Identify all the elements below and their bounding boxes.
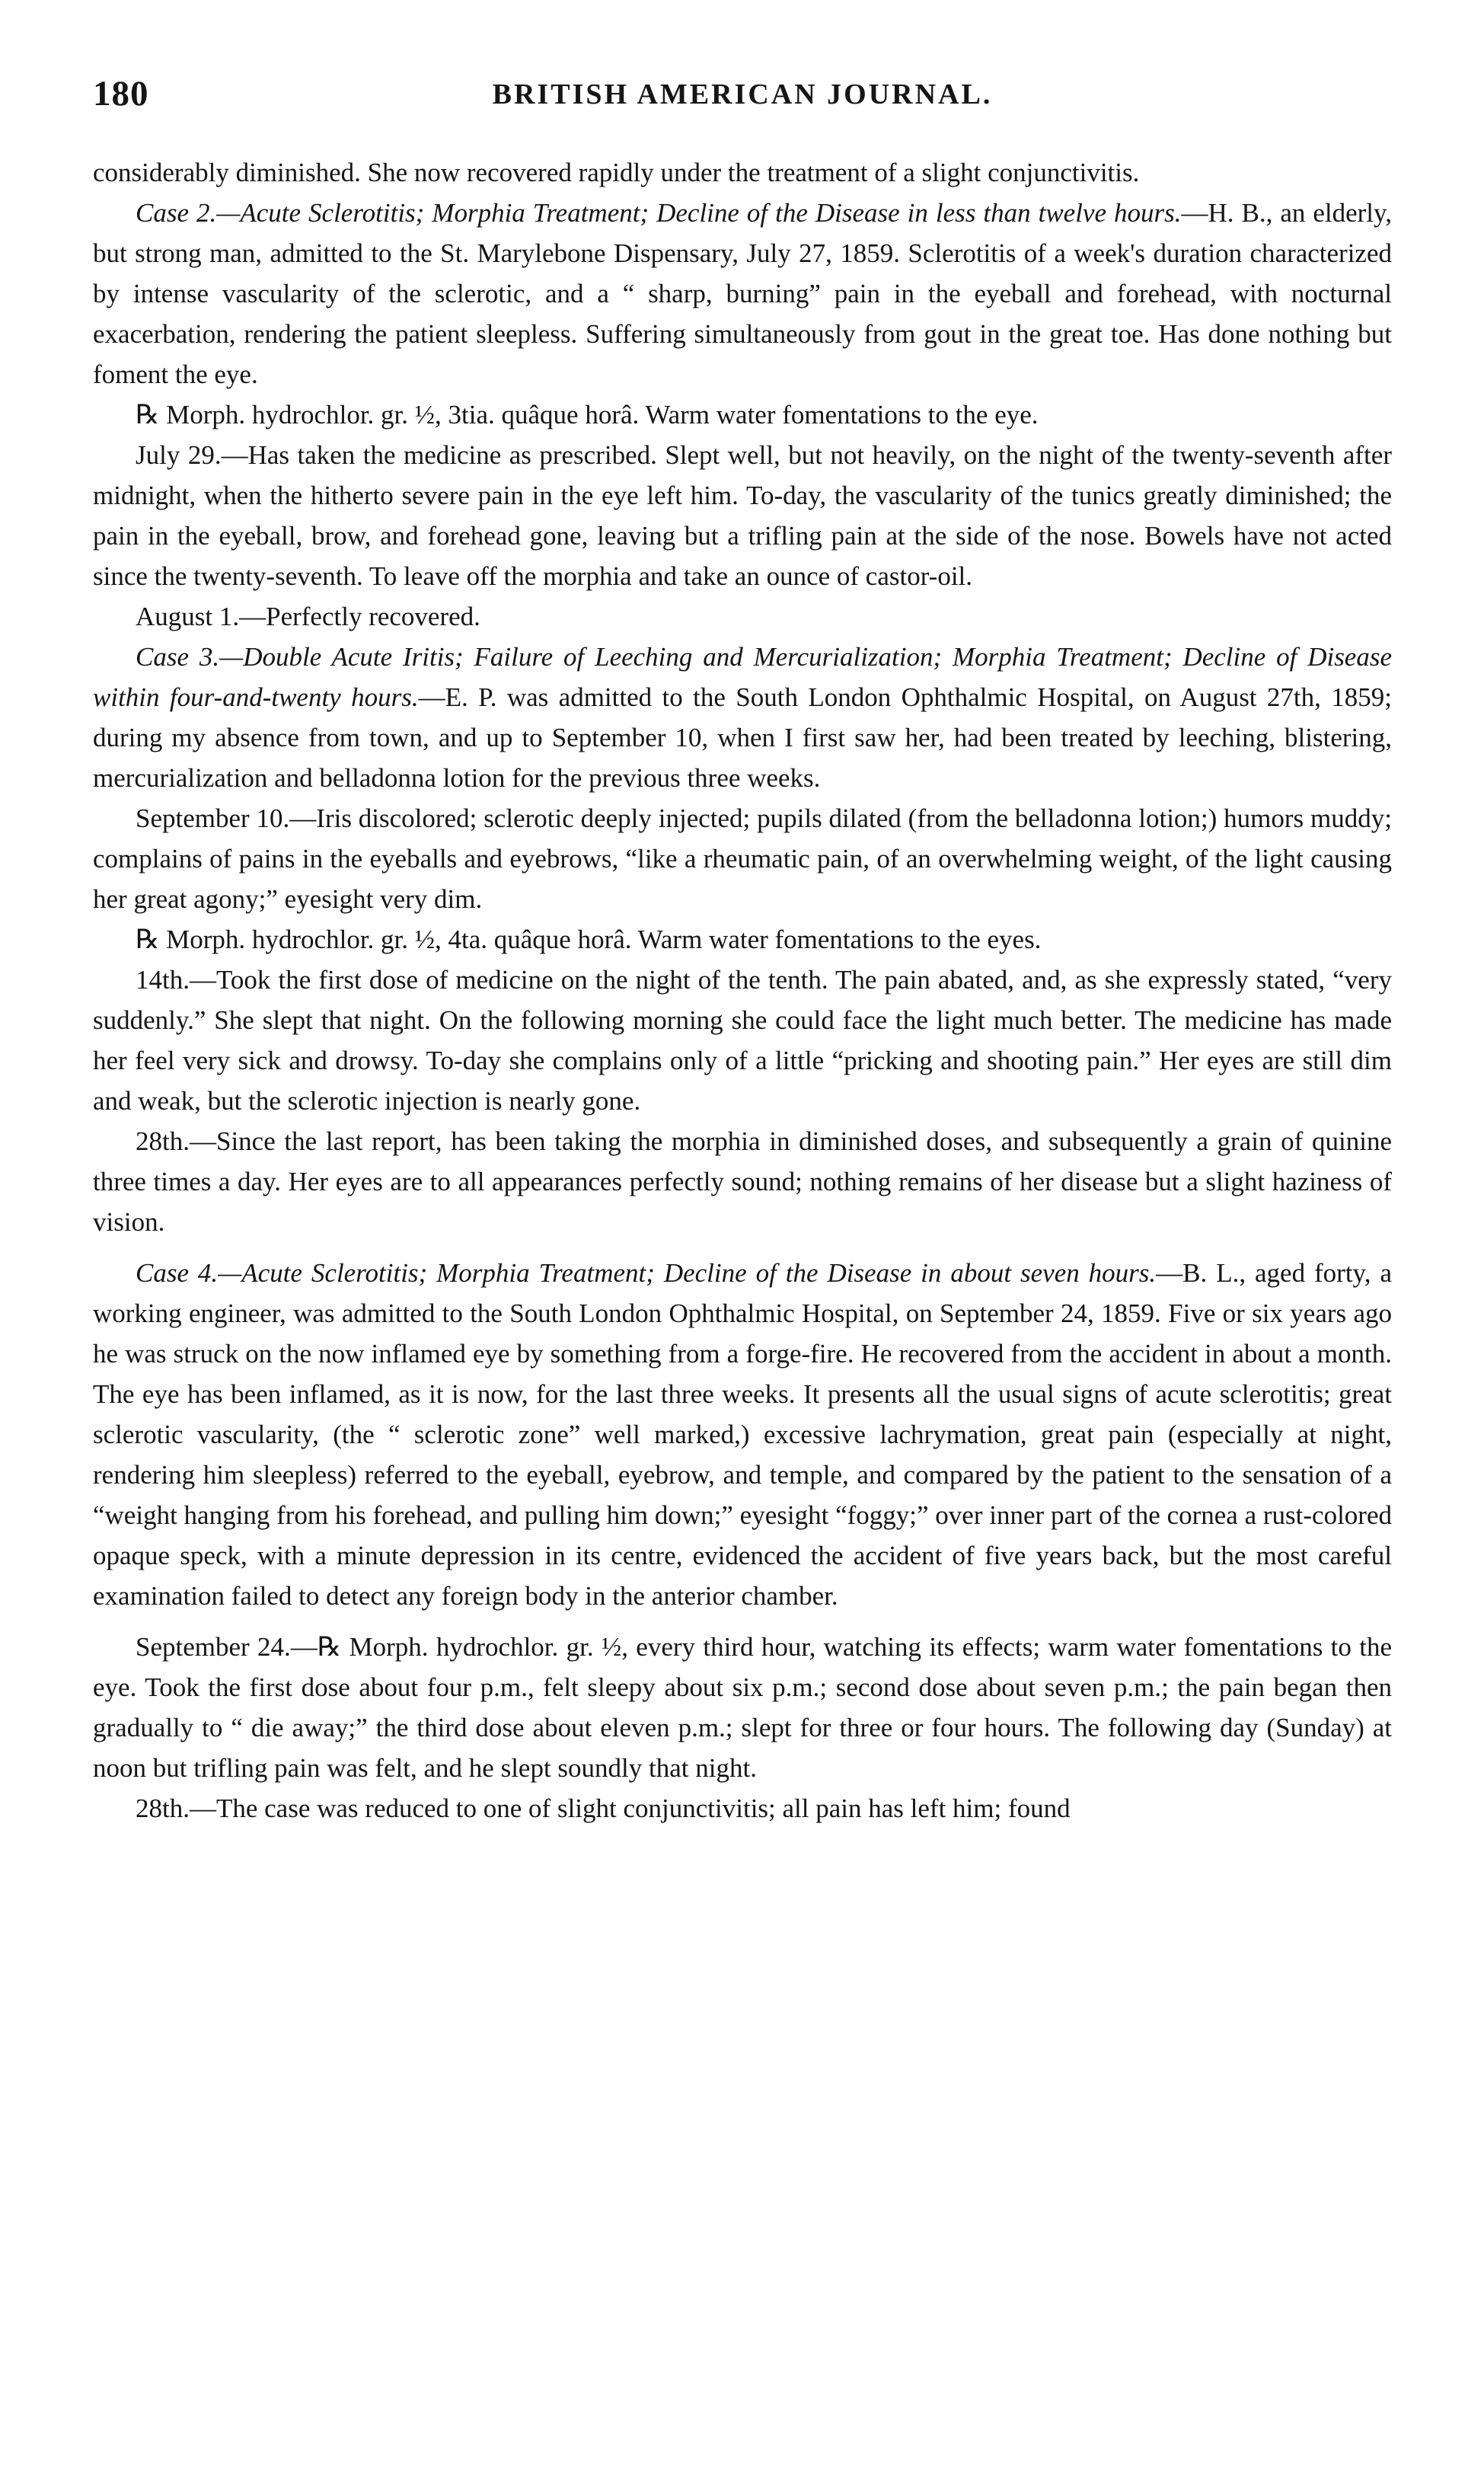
september-24-paragraph: September 24.—℞ Morph. hydrochlor. gr. ½, every third hour, watching its effects; warm water fomentations to the eye. Took the first dose about four p.m., felt sleepy about six p.m.; second dose about seven p.m.; the pain began then gradually to “ die away;” the third dose about eleven p.m.; slept for three or four hours. The following day (Sunday) at noon but trifling pain was felt, and he slept soundly that night. [93, 1632, 1392, 1783]
case-4-heading-paragraph [93, 1253, 1392, 1616]
case-3-heading-paragraph [93, 637, 1392, 798]
case-4-label: Case 4. [136, 1258, 219, 1288]
28th-final-paragraph: 28th.—The case was reduced to one of slight conjunctivitis; all pain has left him; found [136, 1793, 1071, 1823]
case-4-text: —B. L., aged forty, a working engineer, was admitted to the South London Ophthalmic Hospital, on September 24, 1859. Five or six years ago he was struck on the now inflamed eye by something from a forge-fire. He recovered from the accident in about a month. The eye has been inflamed, as it is now, for the last three weeks. It presents all the usual signs of acute sclerotitis; great sclerotic vascularity, (the “ sclerotic zone” well marked,) excessive lachrymation, great pain (especially at night, rendering him sleepless) referred to the eyeball, eyebrow, and temple, and compared by the patient to the sensation of a “weight hanging from his forehead, and pulling him down;” eyesight “foggy;” over inner part of the cornea a rust-colored opaque speck, with a minute depression in its centre, evidenced the accident of five years back, but the most careful examination failed to detect any foreign body in the anterior chamber. [93, 1258, 1393, 1611]
page-number: 180 [93, 74, 149, 113]
case-2-title: —Acute Sclerotitis; Morphia Treatment; Decline of the Disease in less than twelve hours. [216, 198, 1182, 228]
august-1-paragraph: August 1.—Perfectly recovered. [136, 602, 480, 631]
case-2-heading-paragraph [93, 193, 1392, 394]
case-4-title: —Acute Sclerotitis; Morphia Treatment; Decline of the Disease in about seven hours. [218, 1258, 1157, 1288]
14th-paragraph: 14th.—Took the first dose of medicine on the night of the tenth. The pain abated, and, as she expressly stated, “very suddenly.” She slept that night. On the following morning she could face the light much better. The medicine has made her feel very sick and drowsy. To-day she complains only of a little “pricking and shooting pain.” Her eyes are still dim and weak, but the sclerotic injection is nearly gone. [93, 965, 1392, 1116]
journal-page [93, 0, 1392, 1829]
prescription-paragraph: ℞ Morph. hydrochlor. gr. ½, 3tia. quâque horâ. Warm water fomentations to the eye. [136, 400, 1039, 430]
running-head: BRITISH AMERICAN JOURNAL. [492, 78, 993, 110]
july-29-paragraph: July 29.—Has taken the medicine as prescribed. Slept well, but not heavily, on the night of the twenty-seventh after midnight, when the hitherto severe pain in the eye left him. To-day, the vascularity of the tunics greatly diminished; the pain in the eyeball, brow, and forehead gone, leaving but a trifling pain at the side of the nose. Bowels have not acted since the twenty-seventh. To leave off the morphia and take an ounce of castor-oil. [93, 440, 1392, 591]
28th-paragraph: 28th.—Since the last report, has been taking the morphia in diminished doses, and subsequently a grain of quinine three times a day. Her eyes are to all appearances perfectly sound; nothing remains of her disease but a slight haziness of vision. [93, 1126, 1392, 1237]
case-3-text: —E. P. was admitted to the South London Ophthalmic Hospital, on August 27th, 1859; during my absence from town, and up to September 10, when I first saw her, had been treated by leeching, blistering, mercurialization and belladonna lotion for the previous three weeks. [93, 682, 1393, 793]
case-3-title: —Double Acute Iritis; Failure of Leeching and Mercurialization; Morphia Treatment; Decline of Disease within four-and-twenty hours. [93, 642, 1392, 712]
prescription-paragraph: ℞ Morph. hydrochlor. gr. ½, 4ta. quâque horâ. Warm water fomentations to the eyes. [136, 925, 1042, 954]
paragraph-continuation: considerably diminished. She now recovered rapidly under the treatment of a slight conjunctivitis. [93, 158, 1140, 187]
case-3-label: Case 3. [136, 642, 220, 672]
case-2-label: Case 2. [136, 198, 217, 228]
body-text [93, 152, 1392, 1829]
page-header [93, 73, 1392, 152]
september-10-paragraph: September 10.—Iris discolored; sclerotic deeply injected; pupils dilated (from the belladonna lotion;) humors muddy; complains of pains in the eyeballs and eyebrows, “like a rheumatic pain, of an overwhelming weight, of the light causing her great agony;” eyesight very dim. [93, 803, 1392, 914]
case-2-text: —H. B., an elderly, but strong man, admitted to the St. Marylebone Dispensary, July 27, 1859. Sclerotitis of a week's duration characterized by intense vascularity of the sclerotic, and a “ sharp, burning” pain in the eyeball and forehead, with nocturnal exacerbation, rendering the patient sleepless. Suffering simultaneously from gout in the great toe. Has done nothing but foment the eye. [93, 198, 1393, 389]
